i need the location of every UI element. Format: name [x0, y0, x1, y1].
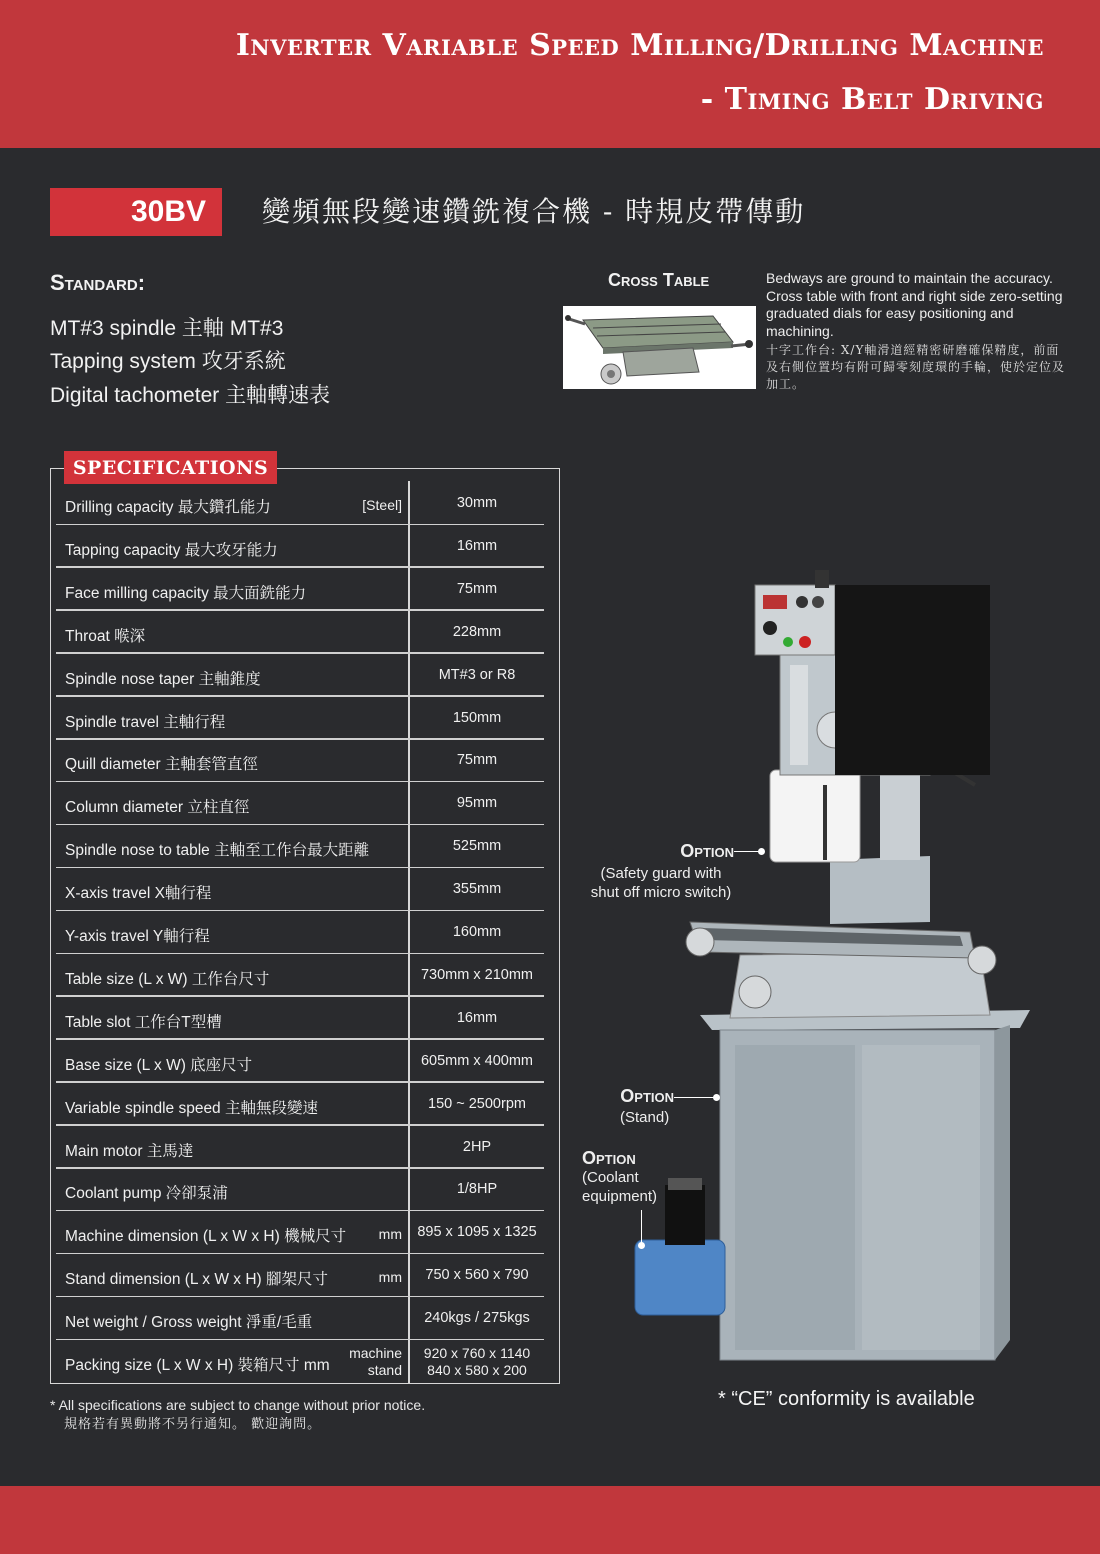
spec-label: Main motor 主馬達 [65, 1142, 194, 1160]
row-divider [56, 1038, 544, 1040]
table-row-packing [56, 1341, 544, 1383]
spec-label: Spindle nose taper 主軸錐度 [65, 670, 261, 688]
option-text: (Safety guard with [600, 865, 722, 882]
row-divider [56, 995, 544, 997]
option-heading: Option [582, 1148, 636, 1168]
spec-value: 355mm [452, 881, 502, 898]
spec-label: Coolant pump 冷卻泵浦 [65, 1185, 228, 1203]
spec-label: Variable spindle speed 主軸無段變速 [65, 1099, 318, 1117]
option-guard [604, 842, 734, 861]
spec-value: 150 ~ 2500rpm [428, 1095, 526, 1112]
packing-value-stand: 840 x 580 x 200 [427, 1362, 527, 1378]
spec-label: Spindle nose to table 主軸至工作台最大距離 [65, 842, 370, 860]
spec-value: 525mm [452, 838, 502, 855]
spec-label: Tapping capacity 最大攻牙能力 [65, 541, 278, 559]
spec-value: 2HP [462, 1138, 492, 1155]
row-divider [56, 953, 544, 955]
option-stand [608, 1087, 674, 1106]
table-row [56, 1084, 544, 1126]
spec-label: Spindle travel 主軸行程 [65, 713, 226, 731]
row-divider [56, 1339, 544, 1341]
row-divider [56, 1167, 544, 1169]
table-row [56, 740, 544, 782]
table-row [56, 698, 544, 740]
spec-label: Stand dimension (L x W x H) 腳架尺寸 [65, 1271, 328, 1289]
cross-table-image [563, 306, 756, 389]
spec-label: Y-axis travel Y軸行程 [65, 928, 210, 945]
table-row [56, 912, 544, 954]
spec-label: Face milling capacity 最大面銑能力 [65, 584, 307, 602]
spec-value: 240kgs / 275kgs [424, 1310, 530, 1327]
table-row [56, 526, 544, 568]
row-divider [56, 781, 544, 783]
spec-value [410, 1345, 544, 1379]
table-row [56, 483, 544, 525]
table-row [56, 955, 544, 997]
row-divider [56, 609, 544, 611]
spec-value: 75mm [456, 580, 498, 597]
spec-label: Quill diameter 主軸套管直徑 [65, 756, 258, 774]
table-row [56, 1041, 544, 1083]
row-divider [56, 566, 544, 568]
row-divider [56, 824, 544, 826]
table-row [56, 1169, 544, 1211]
spec-label: Base size (L x W) 底座尺寸 [65, 1056, 253, 1074]
table-row [56, 1212, 544, 1254]
spec-value: 16mm [456, 1009, 498, 1026]
spec-label: Throat 喉深 [65, 627, 146, 645]
option-heading: Option [620, 1086, 674, 1106]
standard-item: MT#3 spindle 主軸 MT#3 [50, 317, 284, 340]
spec-label: Column diameter 立柱直徑 [65, 799, 250, 817]
row-divider [56, 524, 544, 526]
row-divider [56, 910, 544, 912]
leader-dot [638, 1242, 645, 1249]
ce-conformity-note: * “CE” conformity is available [718, 1388, 975, 1410]
row-divider [56, 695, 544, 697]
row-divider [56, 652, 544, 654]
table-row [56, 998, 544, 1040]
footnote [50, 1396, 425, 1434]
spec-label: Table slot 工作台T型槽 [65, 1013, 222, 1031]
page-title: Inverter Variable Speed Milling/Drilling Machine [235, 28, 1044, 63]
table-row [56, 655, 544, 697]
spec-value: MT#3 or R8 [438, 666, 516, 683]
spec-label: Net weight / Gross weight 淨重/毛重 [65, 1314, 313, 1332]
leader-line [674, 1097, 716, 1098]
table-row [56, 826, 544, 868]
packing-note-machine: machine [349, 1345, 402, 1361]
packing-value-machine: 920 x 760 x 1140 [423, 1345, 531, 1361]
spec-value: 750 x 560 x 790 [425, 1267, 529, 1284]
table-row [56, 612, 544, 654]
table-row [56, 869, 544, 911]
row-divider [56, 867, 544, 869]
spec-value: 75mm [456, 752, 498, 769]
cross-table-description-cn: 十字工作台: X/Y軸滑道經精密研磨確保精度，前面及右側位置均有附可歸零刻度環的手輪，使於定位及加工。 [766, 343, 1066, 391]
spec-value: 730mm x 210mm [420, 966, 533, 983]
option-heading: Option [680, 841, 734, 861]
table-row [56, 1298, 544, 1340]
header-band [0, 0, 1100, 148]
leader-dot [758, 848, 765, 855]
packing-note-stand: stand [367, 1362, 402, 1378]
spec-label: X-axis travel X軸行程 [65, 885, 212, 903]
table-row [56, 783, 544, 825]
table-row [56, 569, 544, 611]
spec-label: Drilling capacity 最大鑽孔能力 [65, 499, 271, 516]
table-row [56, 1255, 544, 1297]
option-stand-text [620, 1108, 669, 1127]
option-guard-text [586, 864, 736, 902]
leader-dot [713, 1094, 720, 1101]
standard-item: Digital tachometer 主軸轉速表 [50, 384, 331, 407]
row-divider [56, 1296, 544, 1298]
spec-note: mm [378, 1269, 402, 1286]
option-text: (Coolant [582, 1169, 639, 1186]
standard-heading: Standard: [50, 270, 146, 295]
spec-value: 160mm [452, 924, 502, 940]
spec-value: 228mm [452, 623, 502, 640]
page-subtitle: - Timing Belt Driving [700, 82, 1044, 117]
row-divider [56, 1124, 544, 1126]
leader-line [641, 1210, 642, 1245]
spec-label: Machine dimension (L x W x H) 機械尺寸 [65, 1228, 347, 1246]
spec-label: Packing size (L x W x H) 裝箱尺寸 mm [65, 1357, 330, 1374]
model-badge: 30BV [50, 188, 222, 236]
option-text: equipment) [582, 1188, 658, 1205]
spec-label: Table size (L x W) 工作台尺寸 [65, 970, 270, 988]
option-coolant [582, 1149, 657, 1206]
spec-value: 16mm [456, 537, 498, 554]
standard-item: Tapping system 攻牙系統 [50, 350, 286, 373]
cross-table-description: Bedways are ground to maintain the accuracy. Cross table with front and right side zero-setting graduated dials for easy positioning and machining. [766, 270, 1063, 339]
row-divider [56, 1253, 544, 1255]
milling-machine-image [630, 560, 1040, 1380]
option-text: (Stand) [620, 1109, 670, 1126]
footnote-en: * All specifications are subject to change without prior notice. [50, 1397, 426, 1413]
cross-table-heading: Cross Table [608, 270, 710, 290]
spec-value: 150mm [452, 709, 502, 726]
option-text: shut off micro switch) [590, 884, 732, 901]
spec-value: 605mm x 400mm [420, 1052, 533, 1069]
row-divider [56, 1210, 544, 1212]
spec-value: 95mm [456, 795, 498, 812]
spec-value: 30mm [456, 495, 498, 511]
chinese-title: 變頻無段變速鑽銑複合機 - 時規皮帶傳動 [262, 195, 806, 228]
spec-value: 895 x 1095 x 1325 [417, 1224, 537, 1241]
row-divider [56, 738, 544, 740]
spec-note: [Steel] [362, 497, 402, 513]
specifications-heading: SPECIFICATIONS [64, 451, 277, 484]
spec-note: mm [378, 1226, 402, 1243]
spec-note [346, 1345, 402, 1379]
row-divider [56, 1081, 544, 1083]
footer-band [0, 1486, 1100, 1554]
table-row [56, 1127, 544, 1169]
footnote-cn: 規格若有異動將不另行通知。 歡迎詢問。 [64, 1417, 322, 1432]
spec-value: 1/8HP [456, 1181, 498, 1198]
